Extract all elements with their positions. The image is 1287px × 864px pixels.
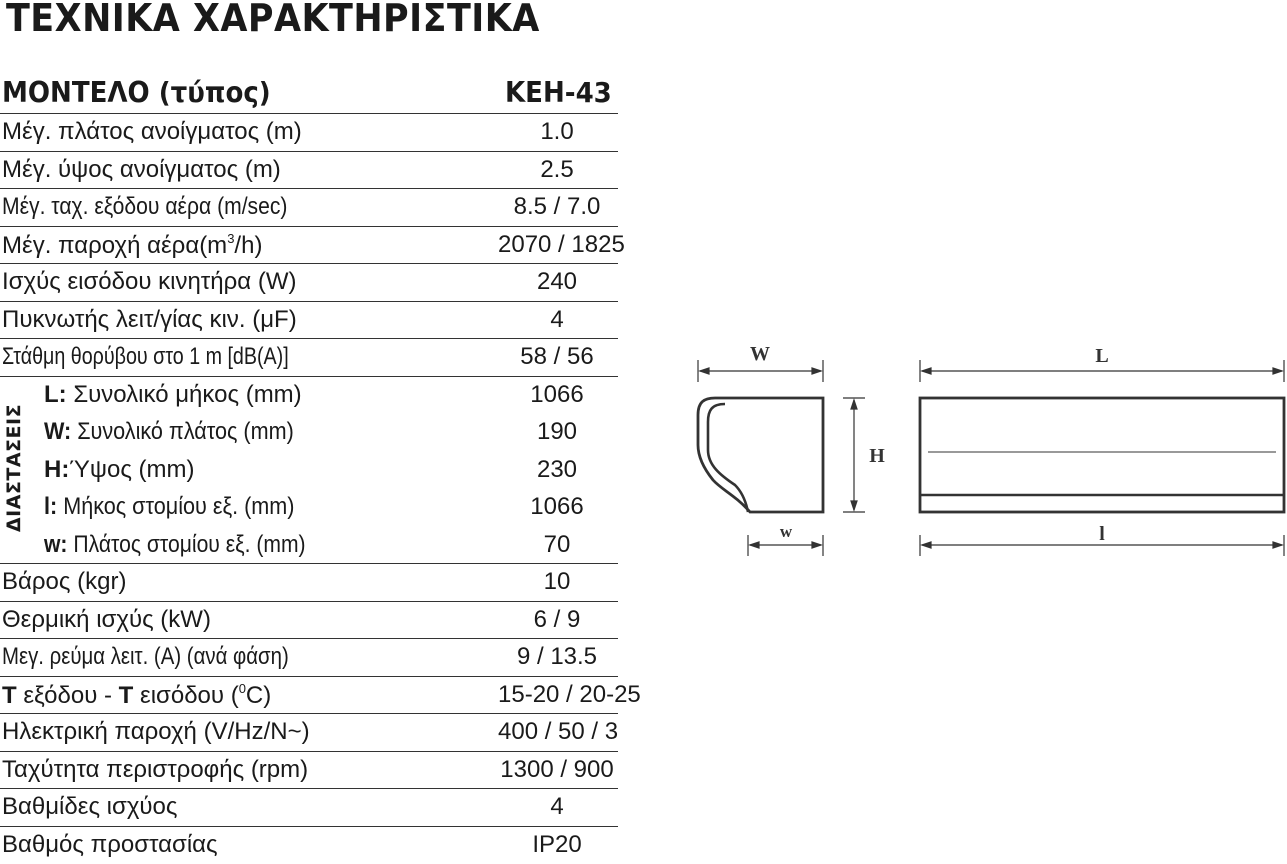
spec-value: 1.0 bbox=[498, 118, 616, 146]
spec-row-max-current bbox=[0, 639, 618, 677]
spec-value: 10 bbox=[498, 568, 616, 596]
model-label: ΜΟΝΤΕΛΟ (τύπος) bbox=[2, 76, 271, 109]
spec-label: w: Πλάτος στομίου εξ. (mm) bbox=[44, 531, 306, 559]
spec-label: Μέγ. πλάτος ανοίγματος (m) bbox=[2, 118, 302, 146]
spec-value: 1066 bbox=[498, 381, 616, 409]
spec-row-max-height bbox=[0, 152, 618, 190]
spec-value: 58 / 56 bbox=[498, 343, 616, 371]
spec-label: Πυκνωτής λειτ/γίας κιν. (μF) bbox=[2, 306, 297, 334]
diagram-label-w: w bbox=[780, 522, 793, 541]
spec-label: Μέγ. παροχή $\alpha έ\rho\alpha(m^3/h)$ bbox=[2, 231, 262, 260]
dimension-row-H bbox=[0, 452, 618, 490]
model-value: ΚΕΗ-43 bbox=[505, 76, 612, 109]
spec-label: Μεγ. ρεύμα λειτ. (A) (ανά φάση) bbox=[2, 643, 289, 671]
spec-label: Τ εξόδου - Τ εισόδου ($^0$C) bbox=[2, 681, 271, 710]
spec-value: 70 bbox=[498, 531, 616, 559]
spec-label: Βάρος (kgr) bbox=[2, 568, 126, 596]
spec-value: 2.5 bbox=[498, 156, 616, 184]
spec-row-thermal-power bbox=[0, 602, 618, 640]
spec-row-protection bbox=[0, 827, 618, 864]
spec-value: 240 bbox=[498, 268, 616, 296]
diagram-label-L: L bbox=[1095, 345, 1108, 367]
dimensions-diagram bbox=[680, 330, 1287, 570]
dimension-row-w bbox=[0, 527, 618, 565]
diagram-label-W: W bbox=[750, 343, 770, 365]
spec-label: Μέγ. ταχ. εξόδου αέρα (m/sec) bbox=[2, 193, 287, 221]
spec-label: Ηλεκτρική παροχή (V/Hz/N~) bbox=[2, 718, 310, 746]
spec-value: 230 bbox=[498, 456, 616, 484]
spec-label: L: Συνολικό μήκος (mm) bbox=[44, 381, 302, 409]
dimensions-group bbox=[0, 377, 618, 565]
spec-row-power-stages bbox=[0, 789, 618, 827]
spec-row-power-supply bbox=[0, 714, 618, 752]
spec-label: Στάθμη θορύβου στο 1 m [dB(A)] bbox=[2, 343, 289, 371]
spec-row-air-flow bbox=[0, 227, 618, 265]
spec-value: 1300 / 900 bbox=[498, 756, 616, 784]
spec-value: 15-20 / 20-25 bbox=[498, 681, 616, 709]
dimension-row-W bbox=[0, 414, 618, 452]
spec-row-capacitor bbox=[0, 302, 618, 340]
spec-value: 2070 / 1825 bbox=[498, 231, 616, 259]
spec-value: 190 bbox=[498, 418, 616, 446]
spec-row-noise bbox=[0, 339, 618, 377]
specs-table bbox=[0, 70, 618, 864]
spec-label: l: Μήκος στομίου εξ. (mm) bbox=[44, 493, 294, 521]
page-title: ΤΕΧΝΙΚΑ ΧΑΡΑΚΤΗΡΙΣΤΙΚΑ bbox=[6, 0, 540, 40]
diagram-label-l: l bbox=[1099, 523, 1105, 545]
table-header bbox=[0, 70, 618, 114]
dimension-row-L bbox=[0, 377, 618, 415]
spec-row-weight bbox=[0, 564, 618, 602]
dimension-row-l bbox=[0, 489, 618, 527]
diagram-label-H: H bbox=[869, 445, 885, 467]
spec-value: IP20 bbox=[498, 831, 616, 859]
spec-value: 4 bbox=[498, 306, 616, 334]
spec-row-air-speed bbox=[0, 189, 618, 227]
spec-value: 4 bbox=[498, 793, 616, 821]
spec-value: 9 / 13.5 bbox=[498, 643, 616, 671]
spec-row-temperature bbox=[0, 677, 618, 715]
spec-row-motor-power bbox=[0, 264, 618, 302]
spec-label: Βαθμός προστασίας bbox=[2, 831, 218, 859]
spec-row-max-width bbox=[0, 114, 618, 152]
spec-label: H:Ύψος (mm) bbox=[44, 456, 195, 484]
spec-label: Θερμική ισχύς (kW) bbox=[2, 606, 211, 634]
spec-value: 400 / 50 / 3 bbox=[498, 718, 616, 746]
dimensions-side-label: ΔΙΑΣΤΑΣΕΙΣ bbox=[3, 378, 25, 558]
spec-value: 6 / 9 bbox=[498, 606, 616, 634]
spec-value: 1066 bbox=[498, 493, 616, 521]
spec-label: Ισχύς εισόδου κινητήρα (W) bbox=[2, 268, 296, 296]
spec-label: W: Συνολικό πλάτος (mm) bbox=[44, 418, 294, 446]
spec-label: Ταχύτητα περιστροφής (rpm) bbox=[2, 756, 308, 784]
spec-value: 8.5 / 7.0 bbox=[498, 193, 616, 221]
spec-label: Μέγ. ύψος ανοίγματος (m) bbox=[2, 156, 281, 184]
spec-row-rotation-speed bbox=[0, 752, 618, 790]
spec-label: Βαθμίδες ισχύος bbox=[2, 793, 177, 821]
